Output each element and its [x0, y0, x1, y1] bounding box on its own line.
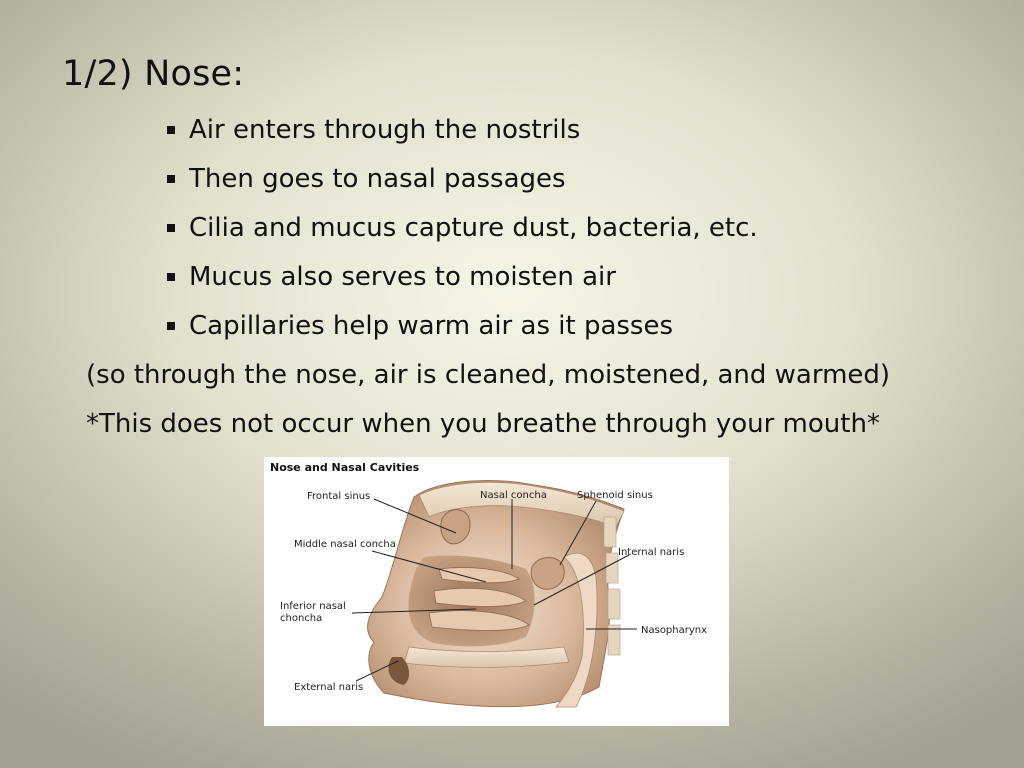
label-nasopharynx: Nasopharynx	[641, 625, 708, 636]
label-internal-naris: Internal naris	[618, 547, 685, 558]
summary-note: (so through the nose, air is cleaned, moistened, and warmed)	[86, 360, 891, 390]
square-bullet-icon	[167, 224, 175, 232]
bullet-item	[166, 161, 758, 210]
bullet-list	[166, 112, 758, 357]
square-bullet-icon	[167, 322, 175, 330]
label-inferior-nasal-line1: Inferior nasal	[280, 601, 346, 612]
label-sphenoid-sinus: Sphenoid sinus	[577, 490, 653, 501]
bullet-text: Mucus also serves to moisten air	[189, 262, 616, 292]
bullet-text: Air enters through the nostrils	[189, 115, 581, 145]
bullet-text: Then goes to nasal passages	[189, 164, 566, 194]
bullet-text: Cilia and mucus capture dust, bacteria, etc.	[189, 213, 758, 243]
bullet-item	[166, 259, 758, 308]
square-bullet-icon	[167, 273, 175, 281]
figure-title: Nose and Nasal Cavities	[270, 461, 420, 474]
bullet-item	[166, 308, 758, 357]
nose-anatomy-drawing	[368, 481, 624, 707]
nasal-cavity-illustration	[264, 457, 729, 726]
slide-title: 1/2) Nose:	[62, 54, 245, 94]
bullet-text: Capillaries help warm air as it passes	[189, 311, 674, 341]
label-inferior-nasal-line2: choncha	[280, 613, 323, 624]
square-bullet-icon	[167, 126, 175, 134]
label-nasal-concha: Nasal concha	[480, 490, 547, 501]
bullet-item	[166, 210, 758, 259]
square-bullet-icon	[167, 175, 175, 183]
label-middle-nasal-concha: Middle nasal concha	[294, 539, 396, 550]
label-external-naris: External naris	[294, 682, 364, 693]
bullet-item	[166, 112, 758, 161]
mouth-breathing-note: *This does not occur when you breathe through your mouth*	[86, 409, 880, 439]
nasal-cavity-figure	[264, 457, 729, 726]
label-frontal-sinus: Frontal sinus	[307, 491, 371, 502]
